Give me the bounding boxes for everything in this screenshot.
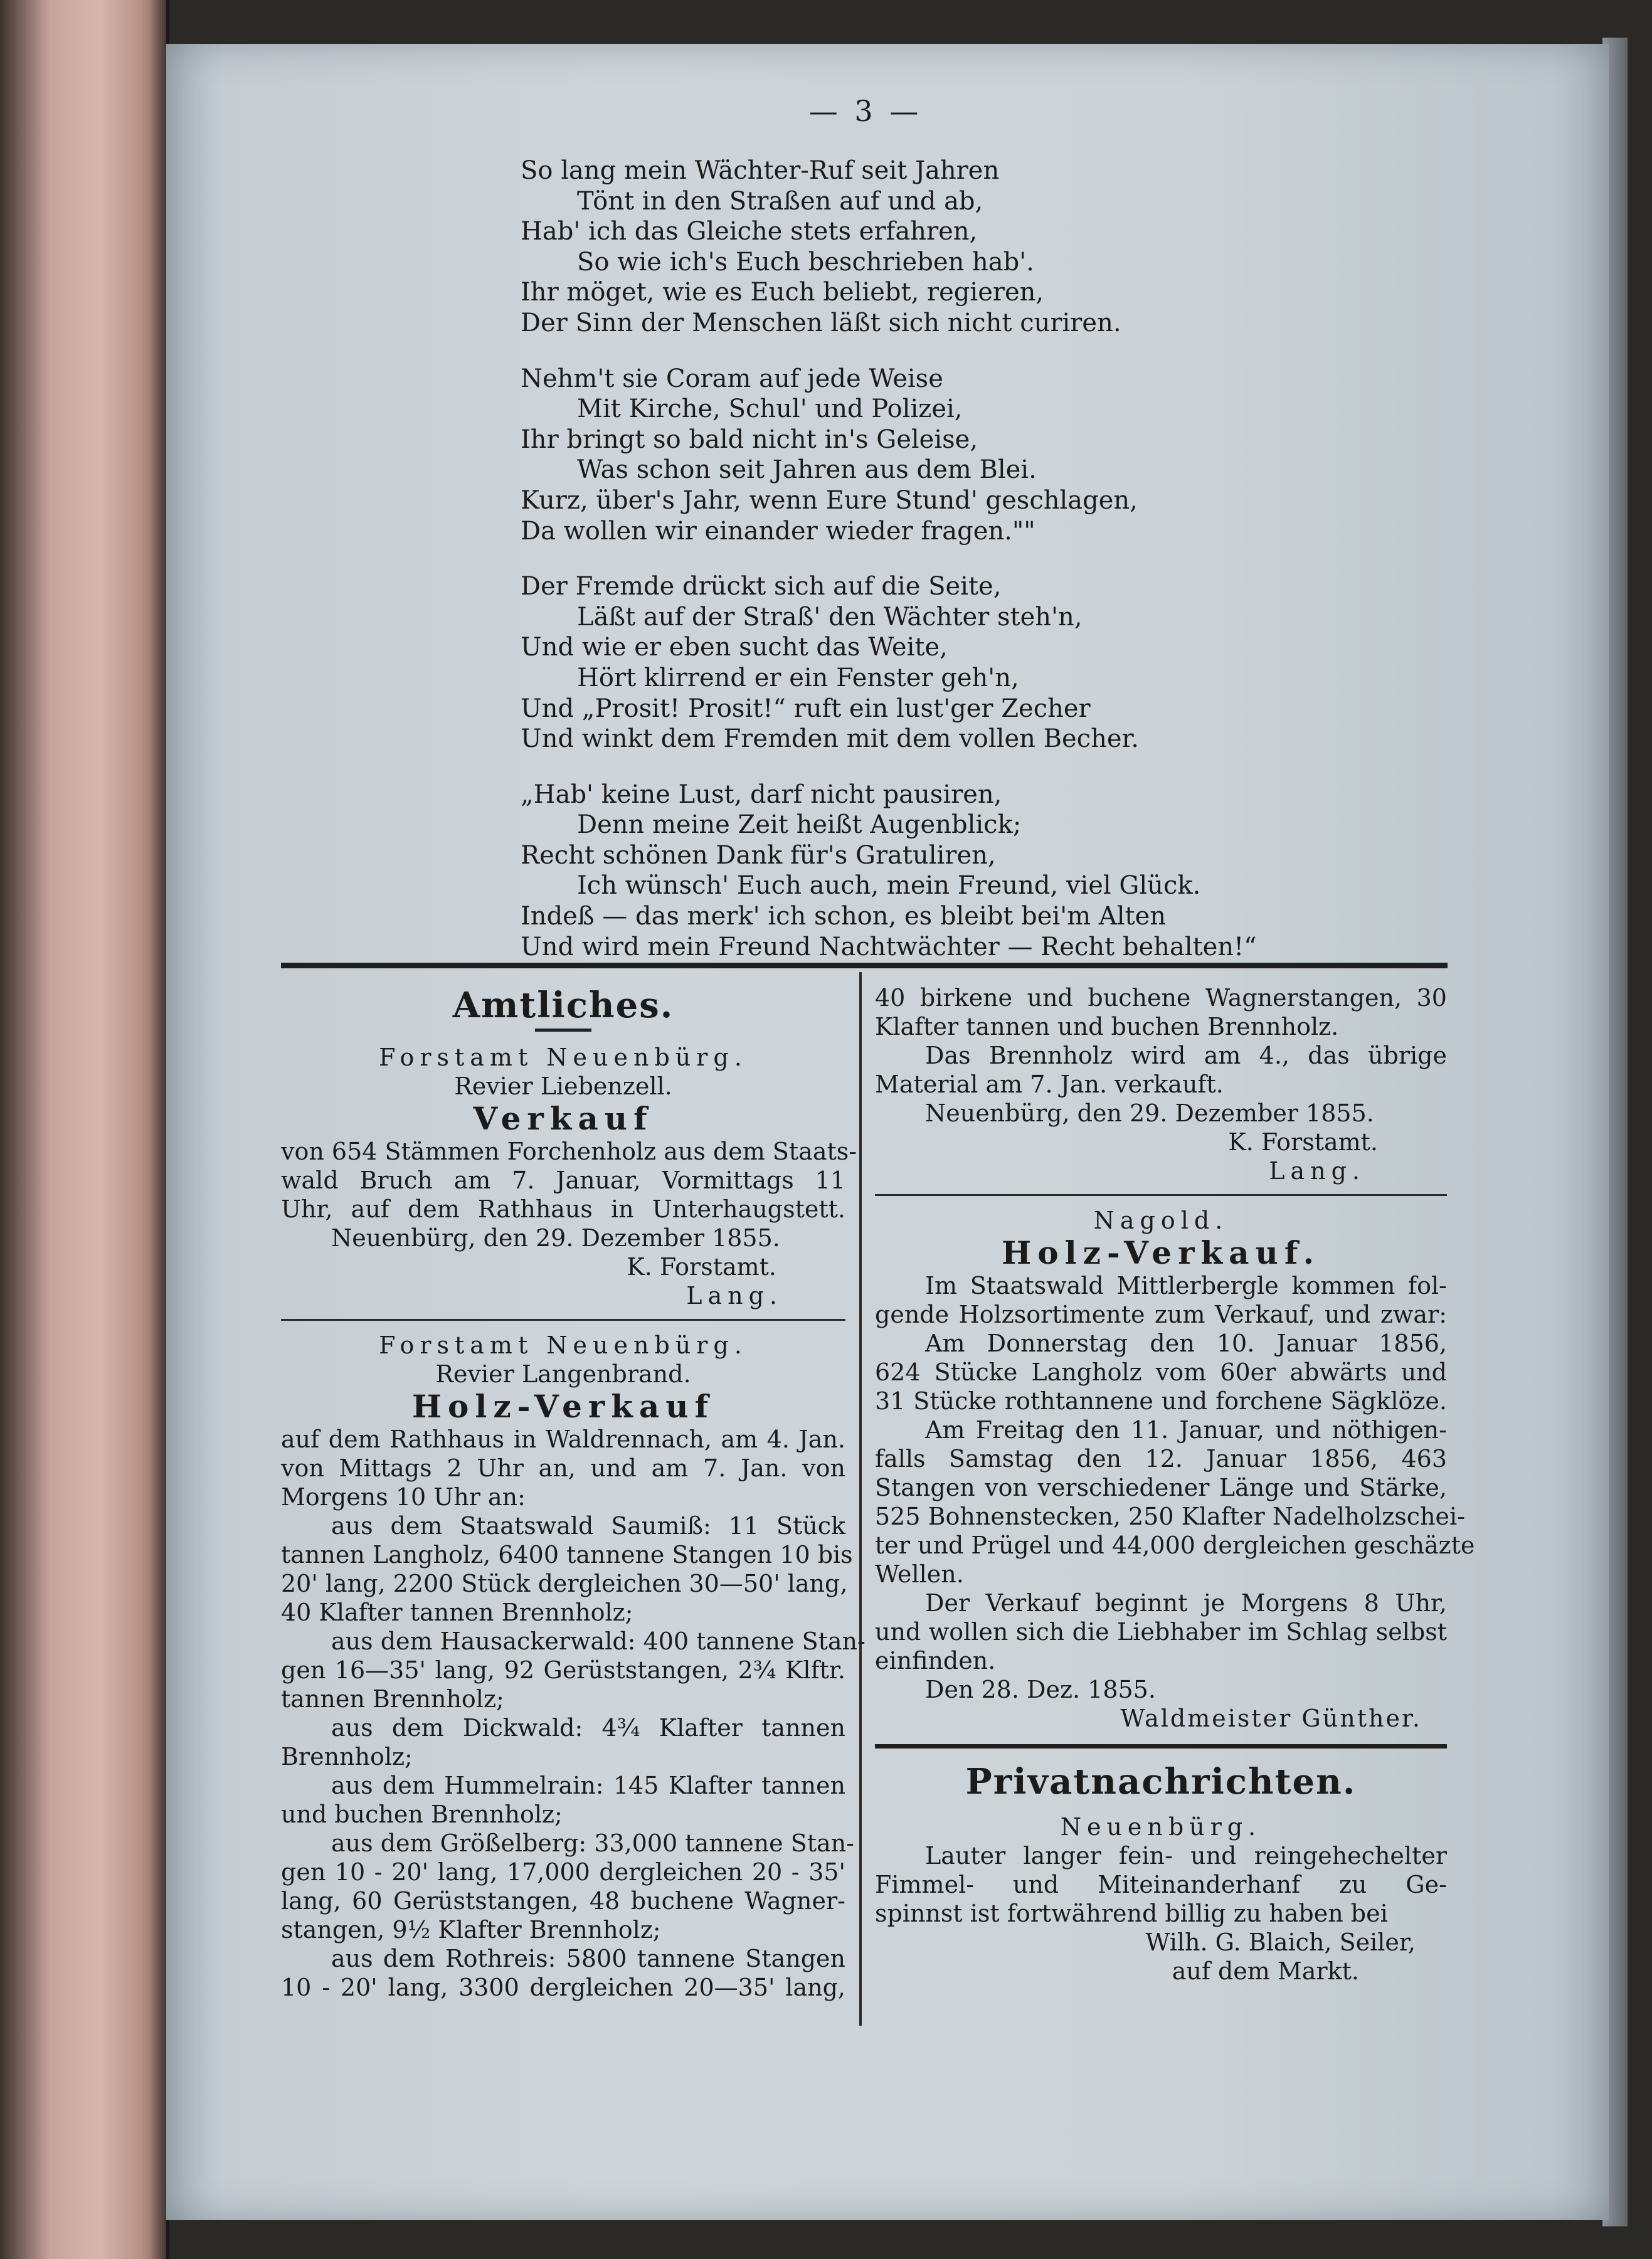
text-line: aus dem Staatswald Saumiß: 11 Stück [331,1512,845,1540]
notice-divider [875,1194,1447,1196]
text-line: Klafter tannen und buchen Brennholz. [875,1013,1339,1040]
text-line: Fimmel- und Miteinanderhanf zu Ge- [875,1871,1447,1898]
text-line: Am Donnerstag den 10. Januar 1856, [925,1330,1447,1357]
poem-line: Mit Kirche, Schul' und Polizei, [577,394,963,424]
text-line: Am Freitag den 11. Januar, und nöthigen- [925,1416,1447,1444]
notice-signature-office: K. Forstamt. [627,1253,776,1281]
notice-divider [281,1319,845,1321]
notice-place: Neuenbürg. [1060,1813,1262,1841]
notice-body [281,1137,857,1224]
left-column [281,983,866,2002]
text-line: 40 Klafter tannen Brennholz; [281,1599,633,1626]
right-column [875,983,1475,1986]
notice-body [875,1271,1475,1704]
page-number: — 3 — [808,94,923,128]
poem-line: Hört klirrend er ein Fenster geh'n, [577,663,1019,692]
text-line: tannen Langholz, 6400 tannene Stangen 10 bis [281,1541,853,1569]
poem-line: Ich wünsch' Euch auch, mein Freund, viel Glück. [577,871,1201,901]
poem-stanza [521,571,1273,754]
text-line: 624 Stücke Langholz vom 60er abwärts und [875,1358,1447,1386]
poem-line: Ihr bringt so bald nicht in's Geleise, [521,425,978,454]
text-line: gende Holzsortimente zum Verkauf, und zwar: [875,1301,1447,1328]
notice-body [875,1841,1447,1928]
text-line: Im Staatswald Mittlerbergle kommen fol- [925,1272,1447,1299]
text-line: und wollen sich die Liebhaber im Schlag selbst [875,1618,1447,1646]
notice-signature-office: K. Forstamt. [1228,1128,1378,1156]
poem-line: Und wie er eben sucht das Weite, [521,633,948,662]
poem-line: Der Fremde drückt sich auf die Seite, [521,572,1002,601]
text-line: von Mittags 2 Uhr an, und am 7. Jan. von [281,1454,845,1482]
text-line: Morgens 10 Uhr an: [281,1483,526,1511]
book-spine [0,0,166,2259]
section-divider [875,1744,1447,1748]
notice-signature-name: Lang. [1269,1157,1365,1185]
heading-underline [535,1029,591,1032]
poem-line: Und „Prosit! Prosit!“ ruft ein lust'ger Zecher [521,694,1091,723]
text-line: Material am 7. Jan. verkauft. [875,1071,1224,1098]
column-separator [859,972,862,2026]
text-line: 31 Stücke rothtannene und forchene Sägklöze. [875,1387,1447,1415]
poem [521,156,1273,987]
poem-line: Was schon seit Jahren aus dem Blei. [577,455,1037,485]
notice-title: Verkauf [473,1100,654,1137]
poem-line: Und wird mein Freund Nachtwächter — Recht behalten!“ [521,932,1257,961]
text-line: spinnst ist fortwährend billig zu haben bei [875,1900,1388,1927]
text-line: aus dem Hausackerwald: 400 tannene Stan- [331,1627,866,1655]
text-line: 20' lang, 2200 Stück dergleichen 30—50' lang, [281,1570,848,1597]
text-line: und buchen Brennholz; [281,1801,563,1828]
poem-line: Da wollen wir einander wieder fragen."" [521,516,1035,546]
poem-line: Tönt in den Straßen auf und ab, [577,186,983,216]
text-line: aus dem Größelberg: 33,000 tannene Stan- [331,1829,854,1857]
text-line: aus dem Rothreis: 5800 tannene Stangen [331,1945,845,1972]
notice-signature-name: Lang. [686,1282,783,1309]
notice-office: Forstamt Neuenbürg. [379,1044,748,1071]
text-line: Das Brennholz wird am 4., das übrige [925,1042,1447,1069]
advertiser-name: Wilh. G. Blaich, Seiler, [1145,1928,1416,1956]
poem-line: „Hab' keine Lust, darf nicht pausiren, [521,780,1002,809]
text-line: gen 10 - 20' lang, 17,000 dergleichen 20 - 35' [281,1858,845,1886]
text-line: wald Bruch am 7. Januar, Vormittags 11 [281,1167,845,1194]
poem-line: Indeß — das merk' ich schon, es bleibt bei'm Alten [521,902,1167,931]
poem-stanza [521,364,1273,547]
notice-title: Holz-Verkauf. [1002,1234,1320,1271]
text-line: einfinden. [875,1647,996,1674]
notice-district: Revier Liebenzell. [454,1072,672,1100]
text-line: lang, 60 Gerüststangen, 48 buchene Wagner- [281,1887,845,1915]
text-line: 525 Bohnenstecken, 250 Klafter Nadelholzschei- [875,1503,1466,1530]
text-line: Lauter langer fein- und reingehechelter [925,1842,1447,1870]
advertiser-address: auf dem Markt. [1172,1957,1359,1985]
text-line: 10 - 20' lang, 3300 dergleichen 20—35' lang, [281,1974,845,2001]
poem-line: Recht schönen Dank für's Gratuliren, [521,840,996,870]
poem-line: Nehm't sie Coram auf jede Weise [521,364,943,393]
notice-continuation [875,983,1447,1128]
notice-body [281,1425,866,2002]
poem-line: Und winkt dem Fremden mit dem vollen Becher. [521,724,1139,754]
text-line: auf dem Rathhaus in Waldrennach, am 4. Jan. [281,1426,845,1453]
text-line: Stangen von verschiedener Länge und Stärke, [875,1474,1447,1501]
poem-line: Kurz, über's Jahr, wenn Eure Stund' geschlagen, [521,485,1138,515]
poem-stanza [521,156,1273,339]
poem-line: So wie ich's Euch beschrieben hab'. [577,247,1034,277]
poem-line: Ihr möget, wie es Euch beliebt, regieren, [521,278,1044,307]
section-divider [281,963,1448,968]
text-line: 40 birkene und buchene Wagnerstangen, 30 [875,984,1447,1012]
poem-line: So lang mein Wächter-Ruf seit Jahren [521,156,1000,185]
text-line: Uhr, auf dem Rathhaus in Unterhaugstett. [281,1195,845,1223]
poem-line: Läßt auf der Straß' den Wächter steh'n, [577,602,1083,632]
text-line: tannen Brennholz; [281,1685,504,1713]
text-line: Neuenbürg, den 29. Dezember 1855. [925,1099,1374,1127]
text-line: falls Samstag den 12. Januar 1856, 463 [875,1445,1447,1473]
poem-line: Der Sinn der Menschen läßt sich nicht curiren. [521,308,1121,337]
section-heading-privatnachrichten: Privatnachrichten. [965,1761,1357,1802]
text-line: aus dem Dickwald: 4¾ Klafter tannen [331,1714,845,1742]
notice-title: Holz-Verkauf [411,1388,715,1425]
text-line: Den 28. Dez. 1855. [925,1676,1156,1703]
text-line: von 654 Stämmen Forchenholz aus dem Staats- [281,1138,857,1165]
text-line: gen 16—35' lang, 92 Gerüststangen, 2¾ Klftr. [281,1656,845,1684]
notice-office: Forstamt Neuenbürg. [379,1331,748,1359]
text-line: stangen, 9½ Klafter Brennholz; [281,1916,661,1944]
poem-stanza [521,780,1273,963]
text-line: ter und Prügel und 44,000 dergleichen geschäzte [875,1532,1475,1559]
text-line: Brennholz; [281,1743,413,1770]
section-heading-amtliches: Amtliches. [452,985,674,1026]
text-line: Wellen. [875,1560,964,1588]
poem-line: Hab' ich das Gleiche stets erfahren, [521,217,978,246]
notice-place: Nagold. [1093,1207,1229,1234]
notice-district: Revier Langenbrand. [435,1360,691,1388]
text-line: Der Verkauf beginnt je Morgens 8 Uhr, [925,1589,1447,1617]
text-line: aus dem Hummelrain: 145 Klafter tannen [331,1772,845,1799]
notice-date: Neuenbürg, den 29. Dezember 1855. [331,1224,780,1252]
notice-signature-name: Waldmeister Günther. [1120,1705,1422,1732]
poem-line: Denn meine Zeit heißt Augenblick; [577,810,1022,840]
